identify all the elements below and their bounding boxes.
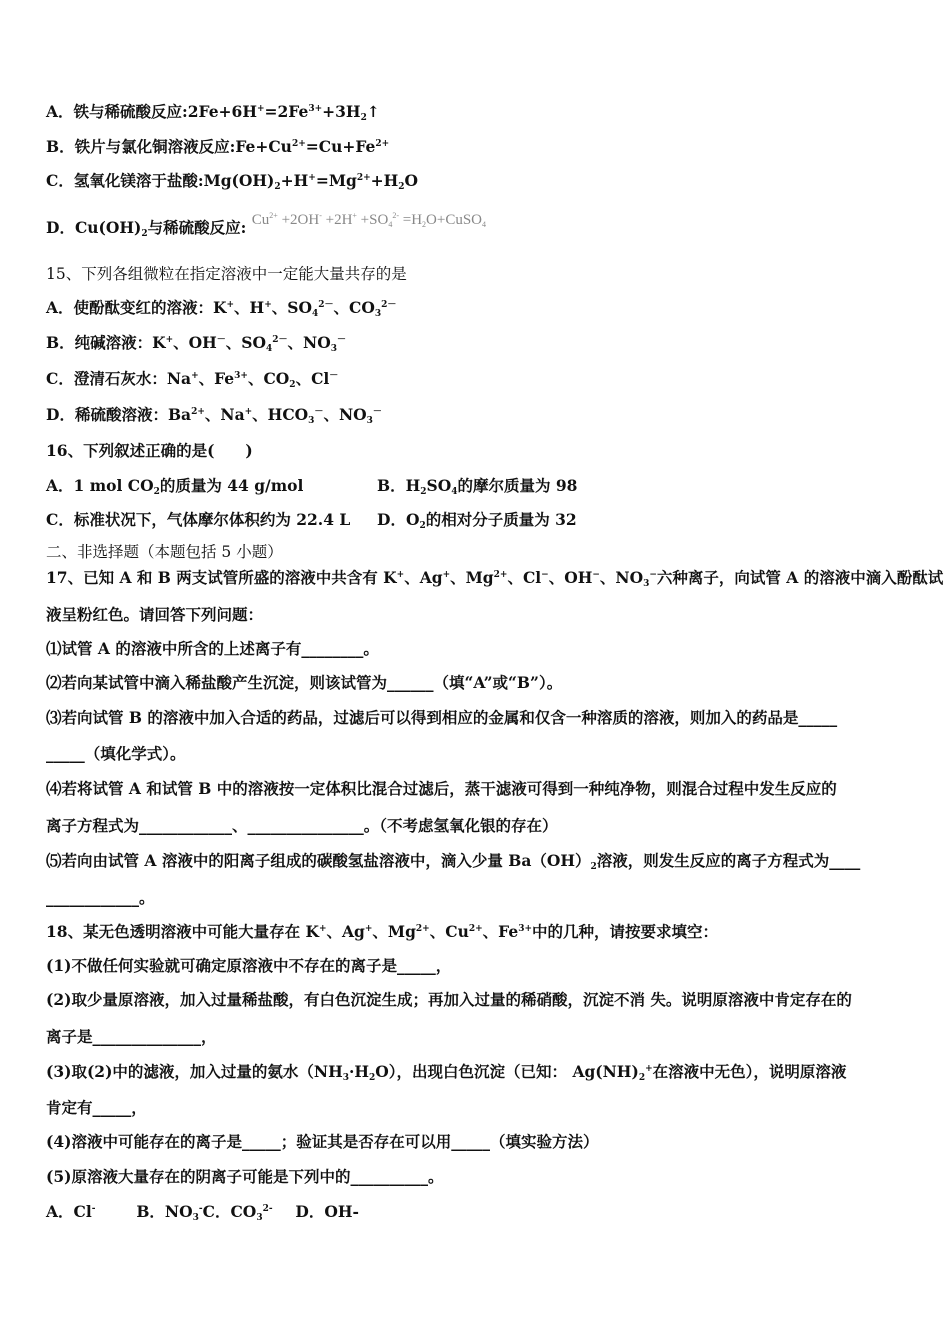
q16-option-d: D．$O_2$的相对分子质量为 32 xyxy=(377,510,577,531)
q15-option-a: A．使酚酞变红的溶液：K+、H+、$SO_4^{2-}$、$CO_3^{2-}$ xyxy=(46,298,397,319)
q14-option-a: A．铁与稀硫酸反应$:2Fe+6H^+=2Fe^{3+}+3H_2↑$ xyxy=(46,102,380,123)
q16-stem: 16、下列叙述正确的是( ) xyxy=(46,441,253,460)
section-heading: 二、非选择题（本题包括 5 小题） xyxy=(46,543,283,561)
q17-part4-line1: ⑷若将试管 A 和试管 B 中的溶液按一定体积比混合过滤后，蒸干滤液可得到一种纯净物，则混合过程中发生反应的 xyxy=(46,779,837,798)
q18-option-a: A．Cl- xyxy=(46,1202,96,1221)
q17-part1: ⑴试管 A 的溶液中所含的上述离子有________。 xyxy=(46,639,379,658)
q15-option-d: D．稀硫酸溶液：$Ba^{2+}$、Na+、$HCO_3^-$、$NO_3^-$ xyxy=(46,405,382,426)
q17-stem-line1: 17、已知 A 和 B 两支试管所盛的溶液中共含有 K+、Ag+、$Mg^{2+}$、Cl−、OH−、$NO_3^-$六种离子，向试管 A 的溶液中滴入酚酞试 xyxy=(46,568,944,589)
q18-option-d: D．OH- xyxy=(295,1202,359,1221)
q14-a-label: A．铁与稀硫酸反应: xyxy=(46,102,188,121)
q18-part2-line2: 离子是______________， xyxy=(46,1027,217,1046)
q15-option-b: B．纯碱溶液：K+、OH－、$SO_4^{2-}$、$NO_3^-$ xyxy=(46,333,346,354)
q14-option-c: C．氢氧化镁溶于盐酸$:Mg(OH)_2+H^+=Mg^{2+}+H_2O$ xyxy=(46,171,419,192)
q17-stem-line2: 液呈粉红色。请回答下列问题： xyxy=(46,605,264,624)
q17-part2: ⑵若向某试管中滴入稀盐酸产生沉淀，则该试管为______（填“A”或“B”）。 xyxy=(46,673,563,692)
q17-part5-line1: ⑸若向由试管 A 溶液中的阳离子组成的碳酸氢盐溶液中，滴入少量 $Ba(OH)_2$溶液，则发生反应的离子方程式为____ xyxy=(46,851,861,872)
q16-option-c: C．标准状况下，气体摩尔体积约为 22.4 L xyxy=(46,510,351,529)
q15-option-c: C．澄清石灰水：Na+、$Fe^{3+}$、$CO_2$、Cl－ xyxy=(46,369,339,390)
q18-option-c: C．$CO_3^{2-}$ xyxy=(202,1202,273,1223)
q17-part3-line1: ⑶若向试管 B 的溶液中加入合适的药品，过滤后可以得到相应的金属和仅含一种溶质的溶液，则加入的药品是_____ xyxy=(46,708,838,727)
q18-part2-line1: (2)取少量原溶液，加入过量稀盐酸，有白色沉淀生成；再加入过量的稀硝酸，沉淀不消 失。说明原溶液中肯定存在的 xyxy=(46,990,852,1009)
q18-stem: 18、某无色透明溶液中可能大量存在 K+、Ag+、$Mg^{2+}$、$Cu^{2+}$、$Fe^{3+}$中的几种，请按要求填空： xyxy=(46,922,719,941)
q18-part5: (5)原溶液大量存在的阴离子可能是下列中的__________。 xyxy=(46,1167,444,1186)
q16-option-a: A．1 mol $CO_2$的质量为 44 g/mol xyxy=(46,476,304,497)
q17-part3-line2: _____（填化学式）。 xyxy=(46,744,186,763)
q18-part3-line2: 肯定有_____， xyxy=(46,1098,147,1117)
q14-option-d: D．$Cu(OH)_2$与稀硫酸反应: $Cu^{2+} +2OH^- +2H^+ +SO_4^{2-}$ $=H_2O+CuSO_4$ xyxy=(46,211,487,239)
q17-part5-line2: ____________。 xyxy=(46,888,155,907)
q18-part3-line1: (3)取(2)中的滤液，加入过量的氨水$(NH_3\cdot H_2O)$，出现白色沉淀（已知： $Ag(NH)_2^+$在溶液中无色），说明原溶液 xyxy=(46,1062,847,1083)
q18-options xyxy=(46,1201,359,1223)
q15-stem: 15、下列各组微粒在指定溶液中一定能大量共存的是 xyxy=(46,265,407,283)
q14-d-equation-image: $Cu^{2+} +2OH^- +2H^+ +SO_4^{2-}$ $=H_2O+CuSO_4$ xyxy=(251,211,487,229)
q17-part4-line2: 离子方程式为____________、_______________。（不考虑氢氧化银的存在） xyxy=(46,816,558,835)
q18-part4: (4)溶液中可能存在的离子是_____；验证其是否存在可以用_____（填实验方法） xyxy=(46,1132,599,1151)
q18-option-b: B．$NO_3^-$ xyxy=(136,1202,203,1223)
q16-option-b: B．$H_2SO_4$的摩尔质量为 98 xyxy=(377,476,578,497)
q18-part1: (1)不做任何实验就可确定原溶液中不存在的离子是_____， xyxy=(46,956,452,975)
q14-option-b: B．铁片与氯化铜溶液反应$:Fe+Cu^{2+}=Cu+Fe^{2+}$ xyxy=(46,137,390,156)
